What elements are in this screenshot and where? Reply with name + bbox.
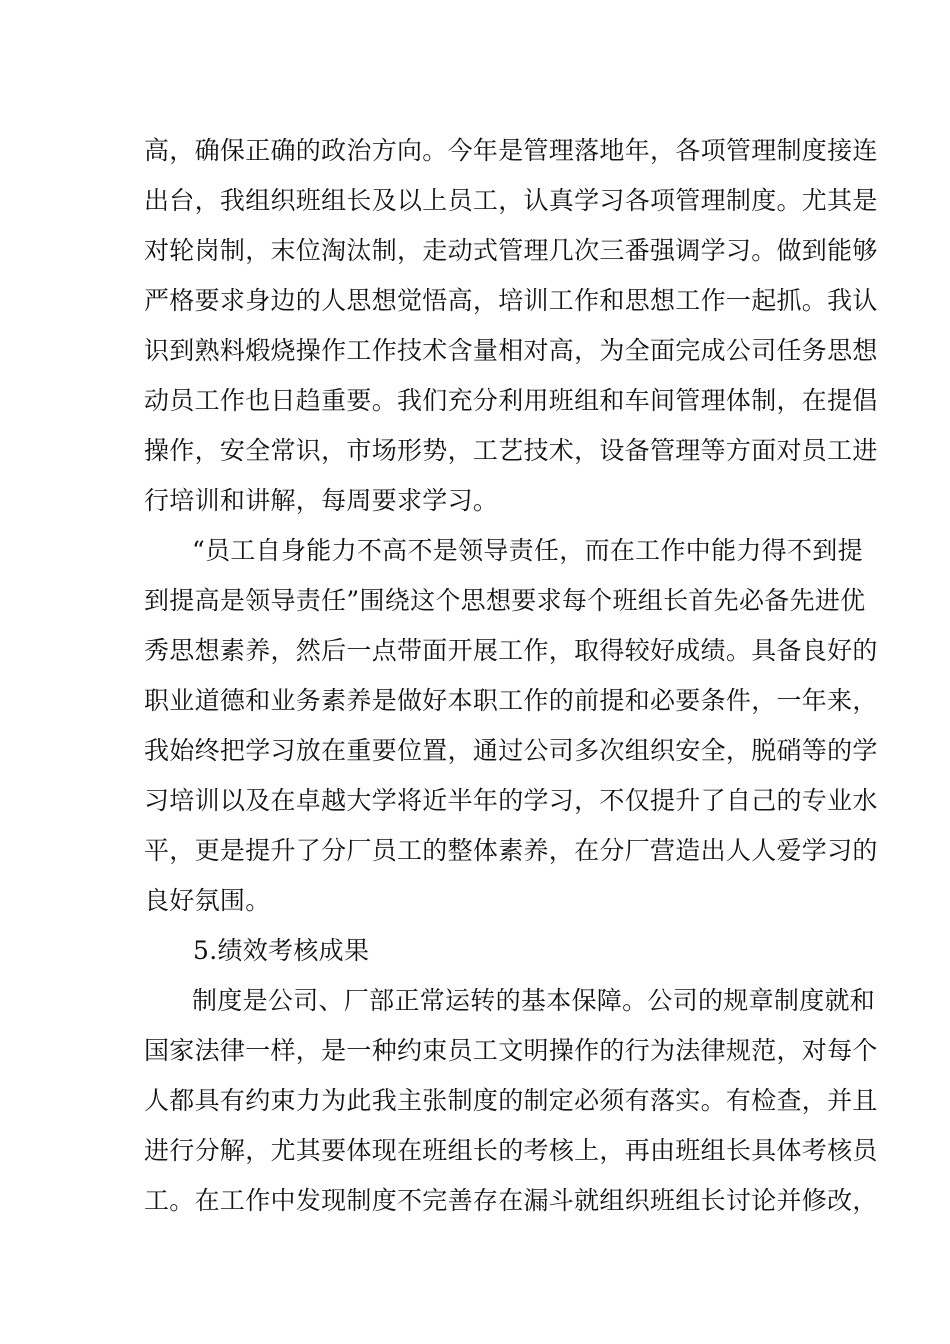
paragraph-line: 习培训以及在卓越大学将近半年的学习，不仅提升了自己的专业水 <box>144 786 878 815</box>
paragraph-line: 人都具有约束力为此我主张制度的制定必须有落实。有检查，并且 <box>144 1086 878 1115</box>
paragraph-line: 严格要求身边的人思想觉悟高，培训工作和思想工作一起抓。我认 <box>144 286 878 315</box>
paragraph-line: 动员工作也日趋重要。我们充分利用班组和车间管理体制，在提倡 <box>144 386 878 415</box>
paragraph-line: 我始终把学习放在重要位置，通过公司多次组织安全，脱硝等的学 <box>144 736 878 765</box>
paragraph-line: 良好氛围。 <box>144 886 271 915</box>
paragraph-line: 操作，安全常识，市场形势，工艺技术，设备管理等方面对员工进 <box>144 436 878 465</box>
paragraph-line: 工。在工作中发现制度不完善存在漏斗就组织班组长讨论并修改， <box>144 1186 878 1215</box>
paragraph-line: 制度是公司、厂部正常运转的基本保障。公司的规章制度就和 <box>192 986 876 1015</box>
section-heading: 5.绩效考核成果 <box>193 936 370 965</box>
paragraph-line: 进行分解，尤其要体现在班组长的考核上，再由班组长具体考核员 <box>144 1136 878 1165</box>
paragraph-line: 识到熟料煅烧操作工作技术含量相对高，为全面完成公司任务思想 <box>144 336 878 365</box>
paragraph-line: 出台，我组织班组长及以上员工，认真学习各项管理制度。尤其是 <box>144 186 878 215</box>
paragraph-line: “员工自身能力不高不是领导责任，而在工作中能力得不到提 <box>192 536 863 565</box>
paragraph-line: 到提高是领导责任”围绕这个思想要求每个班组长首先必备先进优 <box>144 586 866 615</box>
paragraph-line: 对轮岗制，末位淘汰制，走动式管理几次三番强调学习。做到能够 <box>144 236 878 265</box>
paragraph-line: 行培训和讲解，每周要求学习。 <box>144 486 499 515</box>
paragraph-line: 职业道德和业务素养是做好本职工作的前提和必要条件，一年来， <box>144 686 878 715</box>
paragraph-line: 秀思想素养，然后一点带面开展工作，取得较好成绩。具备良好的 <box>144 636 878 665</box>
paragraph-line: 高，确保正确的政治方向。今年是管理落地年，各项管理制度接连 <box>144 136 878 165</box>
paragraph-line: 平，更是提升了分厂员工的整体素养，在分厂营造出人人爱学习的 <box>144 836 878 865</box>
paragraph-line: 国家法律一样，是一种约束员工文明操作的行为法律规范，对每个 <box>144 1036 878 1065</box>
